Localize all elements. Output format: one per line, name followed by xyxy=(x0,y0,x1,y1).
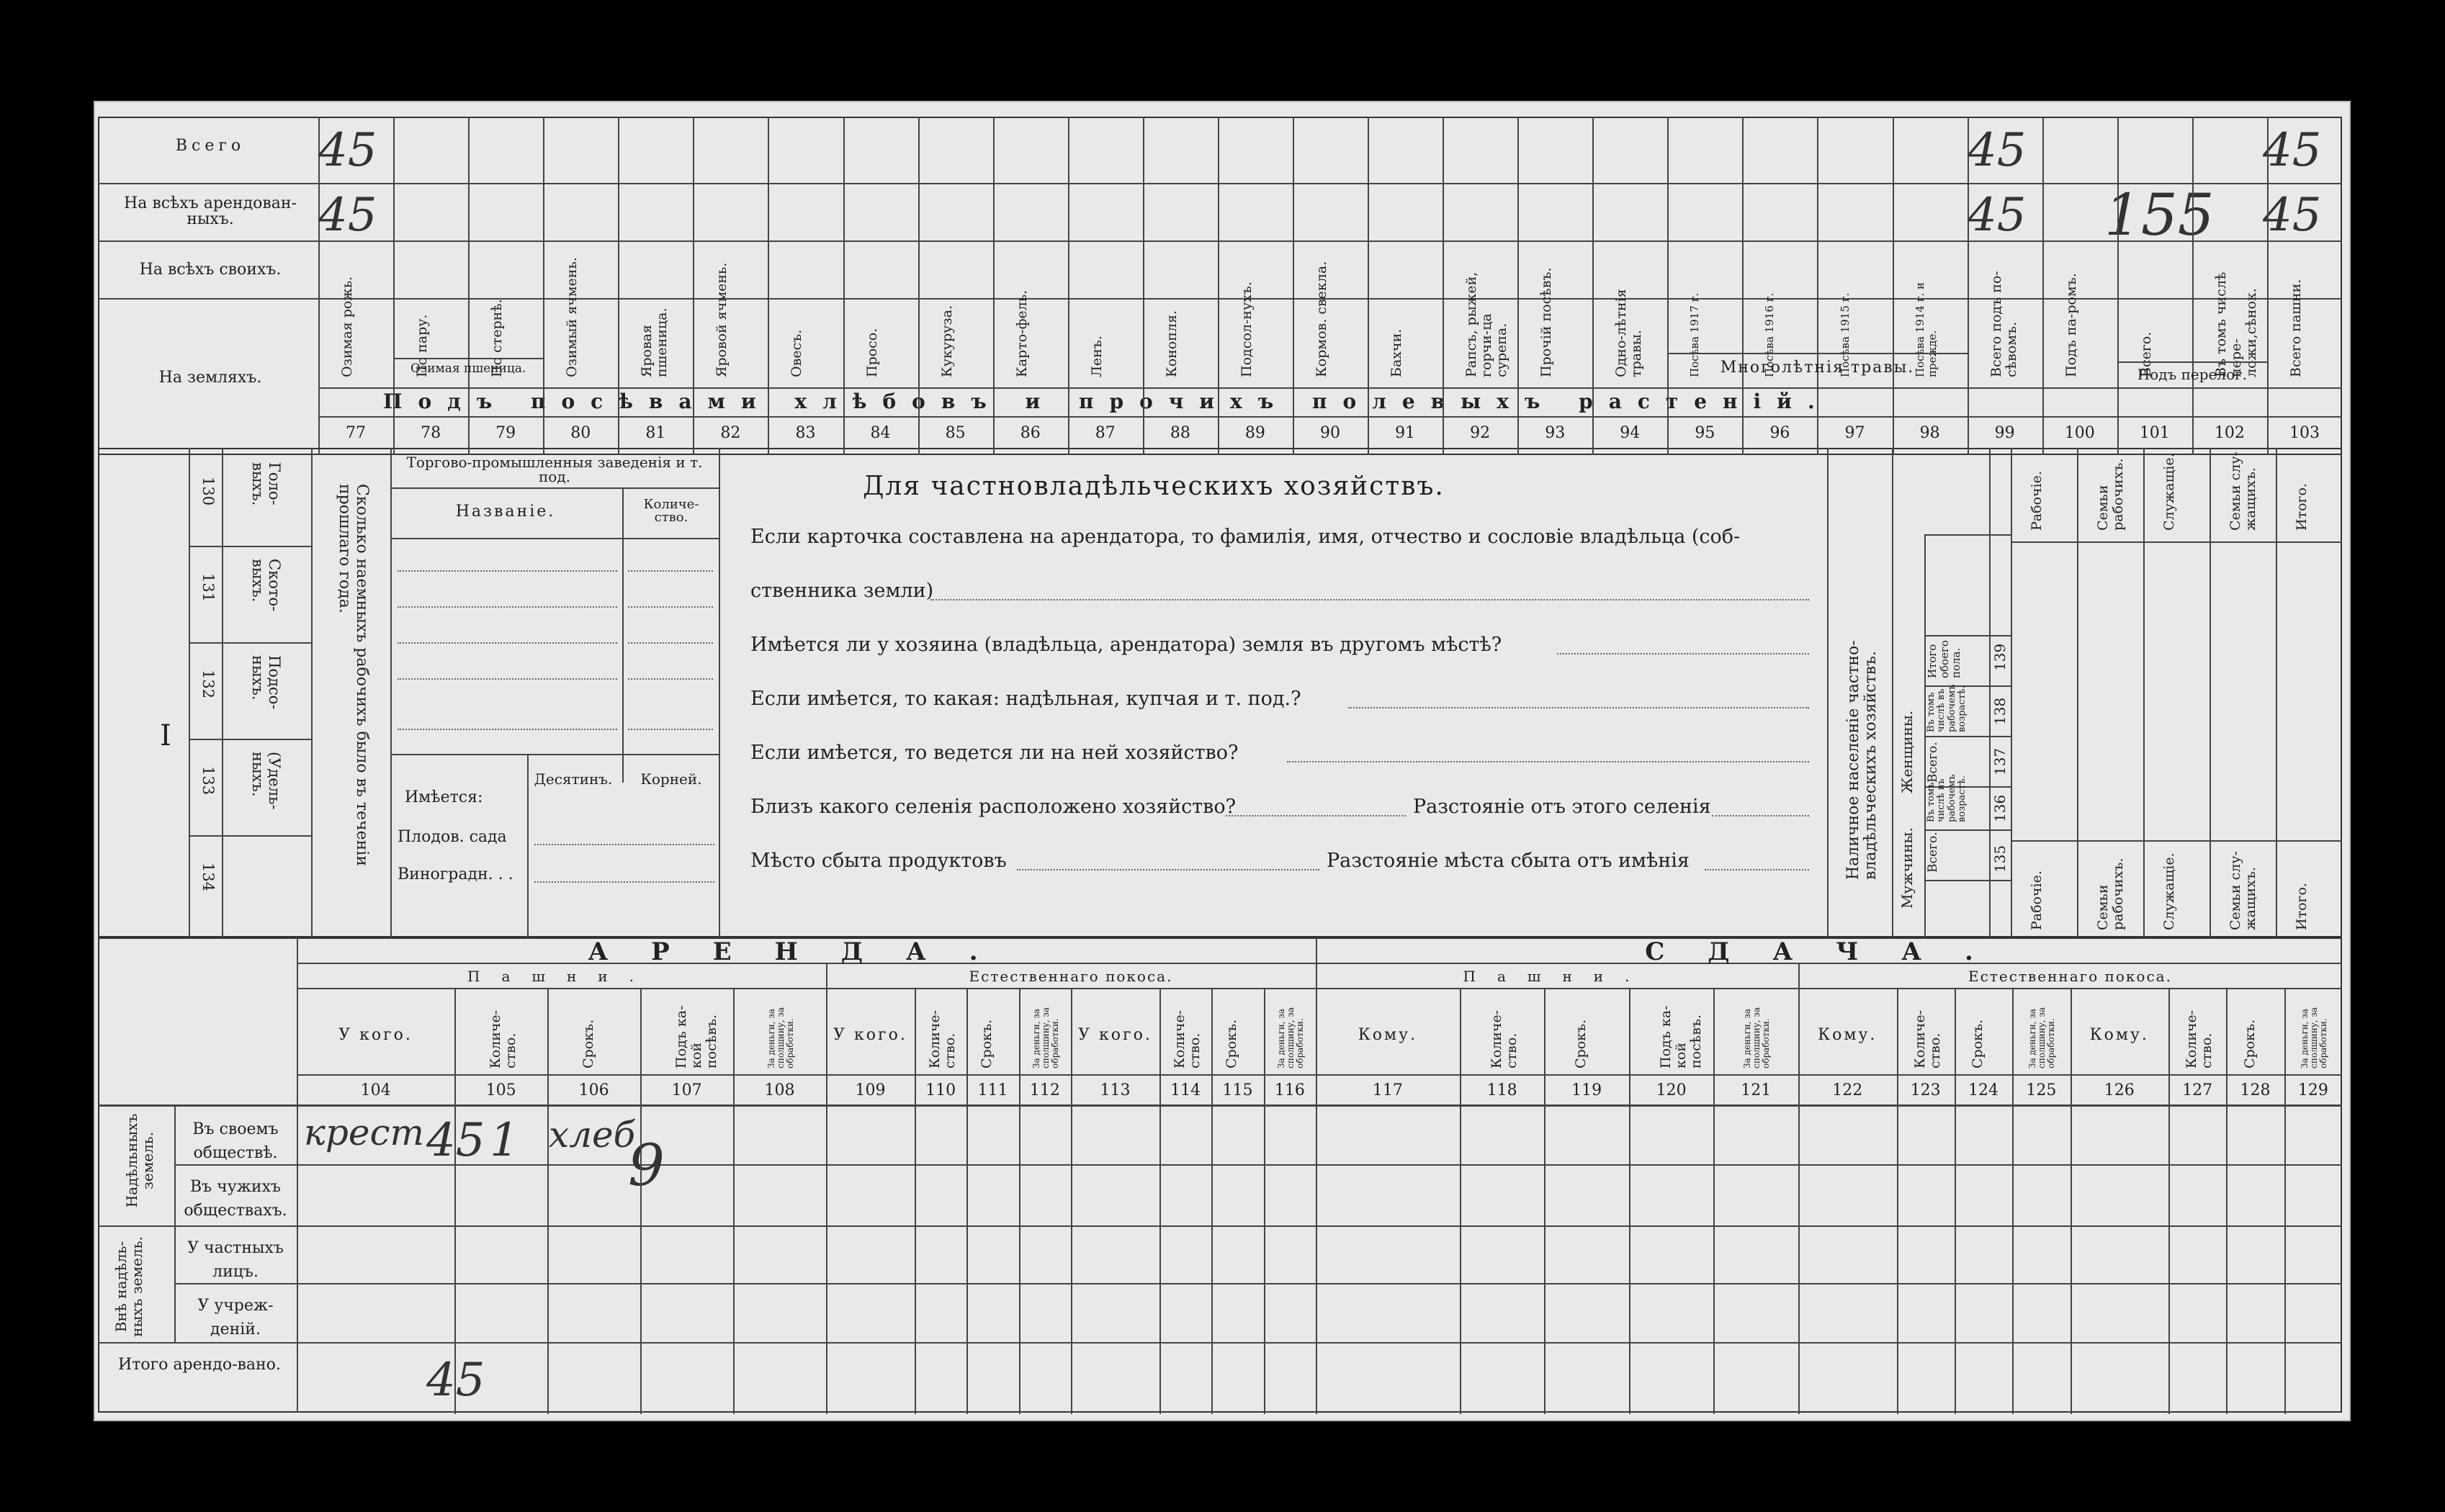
top-col-divider xyxy=(2117,117,2119,455)
top-col-divider xyxy=(693,117,694,455)
census-card xyxy=(94,101,2351,1421)
top-col-number: 82 xyxy=(720,424,741,442)
lease-col-header: Подъ ка-кой посѣвъ. xyxy=(1657,1005,1704,1068)
lease-col-header: Количе-ство. xyxy=(2184,1009,2215,1068)
has-label: Имѣется: xyxy=(405,788,483,806)
perelog-group-line xyxy=(2117,361,2267,363)
staff-col-footer: Служащiе. xyxy=(2161,852,2177,930)
row-label-total: Всего xyxy=(175,137,246,155)
top-col-header: Всего пашни. xyxy=(2287,279,2304,377)
handwritten-total-rented: 45 xyxy=(426,1354,485,1407)
staff-col-footer: Семьи слу-жащихъ. xyxy=(2228,851,2258,930)
lease-col-divider xyxy=(547,988,549,1414)
top-col-divider xyxy=(1592,117,1594,455)
lease-col-number: 110 xyxy=(925,1081,956,1099)
pop-divider xyxy=(1989,448,1991,937)
top-col-divider xyxy=(1443,117,1444,455)
top-col-header: Посѣва 1915 г. xyxy=(1838,292,1852,377)
top-col-header: Овесъ. xyxy=(789,329,805,377)
lease-col-header: За деньги, за сполшину, за обработки. xyxy=(2027,1007,2057,1068)
top-col-divider xyxy=(1667,117,1669,455)
lease-col-number: 113 xyxy=(1100,1081,1131,1099)
lease-table xyxy=(98,937,2342,1413)
question-market: Мѣсто сбыта продуктовъ xyxy=(750,850,1007,872)
livestock-number: 132 xyxy=(199,670,217,699)
top-col-number: 96 xyxy=(1769,424,1790,442)
lease-col-header: Количе-ство. xyxy=(1911,1009,1943,1068)
lease-col-divider xyxy=(1264,988,1265,1414)
top-col-divider xyxy=(993,117,995,455)
top-col-number: 81 xyxy=(645,424,666,442)
staff-col-divider xyxy=(2210,448,2211,937)
lease-col-divider xyxy=(1897,988,1898,1414)
staff-col-header: Рабочiе. xyxy=(2029,471,2045,531)
handwritten-lease-term: 1 xyxy=(490,1114,519,1167)
top-col-divider xyxy=(768,117,769,455)
pop-women-label: Женщины. xyxy=(1898,710,1916,793)
pop-vsego-men: Всего. xyxy=(1926,832,1940,873)
top-col-header: Посѣва 1916 г. xyxy=(1763,292,1777,377)
lease-col-divider xyxy=(1544,988,1545,1414)
top-col-header: Просо. xyxy=(863,328,880,377)
top-col-header: Яровая пшеница. xyxy=(639,307,670,377)
handwritten-total-pashni: 45 xyxy=(2263,124,2322,177)
top-col-header: Ленъ. xyxy=(1088,336,1105,377)
top-col-number: 98 xyxy=(1919,424,1940,442)
livestock-number: 133 xyxy=(199,766,217,796)
vne-nadel-label: Внѣ надѣль-ныхъ земель. xyxy=(112,1236,145,1337)
top-col-number: 77 xyxy=(346,424,367,442)
lease-col-header: Кому. xyxy=(1818,1026,1878,1044)
lease-col-divider xyxy=(1019,988,1020,1414)
livestock-number: 131 xyxy=(199,573,217,603)
lease-col-divider xyxy=(1071,988,1072,1414)
top-col-number: 102 xyxy=(2214,424,2245,442)
top-col-divider xyxy=(1893,117,1894,455)
lease-col-header: Срокъ. xyxy=(2241,1019,2258,1068)
lease-col-number: 112 xyxy=(1029,1081,1060,1099)
top-col-number: 87 xyxy=(1095,424,1116,442)
handwritten-lease-qty: 45 xyxy=(426,1114,485,1167)
lease-col-number: 116 xyxy=(1274,1081,1305,1099)
lease-col-number: 111 xyxy=(977,1081,1008,1099)
livestock-row-line xyxy=(189,642,311,644)
lease-col-divider xyxy=(1211,988,1213,1414)
top-col-number: 79 xyxy=(495,424,516,442)
top-col-header: Въ томъ числѣ пере-ложи,сѣнок. xyxy=(2212,271,2259,377)
arenda-title: АРЕНДА. xyxy=(588,937,1021,966)
lease-col-header: Срокъ. xyxy=(1970,1019,1986,1068)
roman-numeral: I xyxy=(160,719,171,752)
lease-subhead: Естественнаго покоса. xyxy=(969,968,1173,985)
top-col-header: Всего. xyxy=(2137,331,2154,377)
top-col-header: Посѣва 1917 г. xyxy=(1688,292,1702,377)
lease-group-divider xyxy=(1798,963,1800,1414)
top-col-number: 101 xyxy=(2139,424,2170,442)
grass-group-label: Многолѣтнiя травы. xyxy=(1720,359,1915,377)
lease-col-divider xyxy=(640,988,642,1414)
top-col-header: Бахчи. xyxy=(1389,328,1405,377)
top-col-divider xyxy=(918,117,920,455)
lease-subhead: Естественнаго покоса. xyxy=(1968,968,2172,985)
grass-group-line xyxy=(1667,353,1967,354)
korney-head: Корней. xyxy=(640,770,702,788)
staff-col-footer: Семьи рабочихъ. xyxy=(2095,858,2126,930)
lease-col-divider xyxy=(1460,988,1461,1414)
livestock-row-line xyxy=(189,835,311,837)
lease-col-header: За деньги, за сполшину, за обработки. xyxy=(1275,1007,1306,1068)
top-col-number: 95 xyxy=(1695,424,1715,442)
staff-col-header: Семьи рабочихъ. xyxy=(2095,458,2126,531)
pop-row-line xyxy=(1924,736,2011,737)
lease-col-divider xyxy=(2168,988,2170,1414)
question-owner: Если карточка составлена на арендатора, то фамилiя, имя, отчество и сословiе владѣльца (соб- xyxy=(750,526,1741,548)
lease-subhead-line xyxy=(1316,988,1798,989)
question-village-distance: Разстоянiе отъ этого селенiя xyxy=(1413,796,1711,818)
top-col-divider xyxy=(2042,117,2044,455)
staff-col-divider xyxy=(2276,448,2277,937)
trade-qty-head: Количе-ство. xyxy=(643,497,699,525)
top-col-divider xyxy=(1517,117,1519,455)
pop-total-both: Итого обоего пола. xyxy=(1926,640,1962,678)
handwritten-payment: 9 xyxy=(628,1132,665,1199)
lease-col-number: 128 xyxy=(2240,1081,2271,1099)
top-col-number: 86 xyxy=(1020,424,1041,442)
top-col-divider xyxy=(1817,117,1818,455)
top-col-header: Подсол-нухъ. xyxy=(1238,282,1255,377)
top-col-divider xyxy=(1293,117,1294,455)
top-col-number: 97 xyxy=(1844,424,1865,442)
handwritten-total: 45 xyxy=(318,124,377,177)
lease-col-number: 115 xyxy=(1222,1081,1253,1099)
lease-col-divider xyxy=(966,988,968,1414)
lease-col-header: У кого. xyxy=(1078,1026,1152,1044)
lease-col-number: 114 xyxy=(1170,1081,1201,1099)
top-col-header: Посѣва 1914 г. и прежде. xyxy=(1913,282,1939,377)
top-col-number: 93 xyxy=(1545,424,1566,442)
livestock-number: 130 xyxy=(199,477,217,506)
top-col-divider xyxy=(1368,117,1369,455)
lease-col-number: 127 xyxy=(2182,1081,2213,1099)
pop-number: 137 xyxy=(1991,747,2009,775)
row-total-rented: Итого арендо-вано. xyxy=(118,1356,281,1374)
staff-col-header: Служащiе. xyxy=(2161,453,2177,531)
handwritten-lessor: крест xyxy=(304,1112,424,1153)
trade-name-head: Названiе. xyxy=(455,503,556,521)
lease-col-number: 120 xyxy=(1656,1081,1687,1099)
lease-col-divider xyxy=(1159,988,1161,1414)
lease-col-divider xyxy=(915,988,916,1414)
pop-number: 138 xyxy=(1991,697,2009,725)
lease-col-header: Кому. xyxy=(2089,1026,2149,1044)
top-col-header: Одно-лѣтнiя травы. xyxy=(1613,289,1645,377)
top-col-number: 90 xyxy=(1320,424,1340,442)
pop-number: 136 xyxy=(1991,794,2009,822)
lease-col-header: Срокъ. xyxy=(1573,1019,1589,1068)
top-col-divider xyxy=(468,117,470,455)
top-col-divider xyxy=(393,117,395,455)
lease-col-number: 105 xyxy=(485,1081,516,1099)
lease-subhead: Пашни. xyxy=(1463,968,1651,985)
lease-col-header: Количе-ство. xyxy=(487,1009,519,1068)
row-private-persons: У частныхъ лицъ. xyxy=(187,1239,284,1281)
row-label-lands: На земляхъ. xyxy=(158,369,262,387)
staff-col-divider xyxy=(2077,448,2078,937)
top-col-number: 91 xyxy=(1395,424,1416,442)
lease-col-header: За деньги, за сполшину, за обработки. xyxy=(1742,1007,1772,1068)
pop-row-line xyxy=(1924,829,2011,831)
lease-col-header: За деньги, за сполшину, за обработки. xyxy=(1031,1007,1061,1068)
lease-col-header: Количе-ство. xyxy=(927,1009,959,1068)
staff-col-header: Семьи слу-жащихъ. xyxy=(2228,451,2258,531)
perelog-group-label: Подъ перелог. xyxy=(2137,366,2247,383)
lease-col-number: 123 xyxy=(1910,1081,1941,1099)
pop-row-line xyxy=(1924,880,2011,881)
question-farming: Если имѣется, то ведется ли на ней хозяйство? xyxy=(750,742,1239,764)
top-col-divider xyxy=(543,117,544,455)
orchard-label: Плодов. сада xyxy=(398,828,507,846)
top-col-divider xyxy=(1742,117,1744,455)
top-col-header: Прочiй посѣвъ. xyxy=(1538,267,1555,377)
top-col-number: 92 xyxy=(1470,424,1491,442)
top-col-header: Яровой ячмень. xyxy=(714,262,730,377)
lease-col-number: 107 xyxy=(671,1081,702,1099)
staff-col-header: Итого. xyxy=(2294,483,2310,531)
lease-col-number: 106 xyxy=(578,1081,609,1099)
top-col-divider xyxy=(2267,117,2269,455)
staff-col-footer: Рабочiе. xyxy=(2029,870,2045,930)
lease-col-divider xyxy=(2226,988,2228,1414)
sown-band-title: Подъ посѣвами хлѣбовъ и прочихъ полевыхъ растеній. xyxy=(383,390,1831,413)
private-farms-title: Для частновладѣльческихъ хозяйствъ. xyxy=(863,472,1445,501)
handwritten-rented-sown: 45 xyxy=(1968,189,2027,242)
top-col-header: Кукуруза. xyxy=(938,305,955,377)
top-col-number: 94 xyxy=(1620,424,1641,442)
lease-col-number: 126 xyxy=(2104,1081,2135,1099)
top-col-number: 100 xyxy=(2064,424,2095,442)
row-label-rented: На всѣхъ арендован-ныхъ. xyxy=(124,194,297,228)
lease-col-divider xyxy=(2071,988,2072,1414)
question-market-distance: Разстоянiе мѣста сбыта отъ имѣнiя xyxy=(1327,850,1690,872)
top-col-header: По пару. xyxy=(414,314,431,377)
handwritten-crop: хлеб xyxy=(549,1114,636,1156)
top-col-divider xyxy=(1068,117,1069,455)
top-col-number: 83 xyxy=(795,424,816,442)
desyatin-head: Десятинъ. xyxy=(534,770,613,788)
population-label: Наличное населенiе частно-владѣльческихъ хозяйствъ. xyxy=(1844,640,1880,880)
pop-vsego-women: Всего. xyxy=(1926,742,1940,783)
lease-col-number: 125 xyxy=(2026,1081,2057,1099)
lease-col-number: 124 xyxy=(1968,1081,1999,1099)
staff-col-footer: Итого. xyxy=(2294,883,2310,930)
lease-col-number: 109 xyxy=(855,1081,886,1099)
livestock-col-label: (Удель-ныхъ. xyxy=(248,752,283,810)
top-col-number: 103 xyxy=(2289,424,2320,442)
lease-subhead-line xyxy=(297,988,826,989)
lease-col-header: Количе-ство. xyxy=(1172,1009,1203,1068)
handwritten-rented: 45 xyxy=(318,189,377,242)
top-col-number: 84 xyxy=(870,424,891,442)
row-own-society: Въ своемъ обществѣ. xyxy=(192,1120,279,1162)
top-col-header: Кормов. свекла. xyxy=(1314,261,1329,377)
lease-col-header: Срокъ. xyxy=(979,1019,995,1068)
top-col-header: Карто-фель. xyxy=(1013,289,1030,377)
question-other-land: Имѣется ли у хозяина (владѣльца, арендатора) земля въ другомъ мѣстѣ? xyxy=(750,634,1502,656)
pop-men-label: Мужчины. xyxy=(1898,827,1916,909)
lease-col-number: 117 xyxy=(1372,1081,1403,1099)
top-col-number: 88 xyxy=(1170,424,1190,442)
lease-col-divider xyxy=(1629,988,1630,1414)
lease-group-divider xyxy=(826,963,827,1414)
lease-col-header: За деньги, за сполшину, за обработки. xyxy=(2299,1007,2329,1068)
handwritten-perelog: 155 xyxy=(2104,181,2215,248)
lease-col-number: 118 xyxy=(1486,1081,1517,1099)
top-col-number: 99 xyxy=(1994,424,2015,442)
pop-number: 135 xyxy=(1991,845,2009,873)
lease-col-header: Срокъ. xyxy=(1224,1019,1240,1068)
pop-row-line xyxy=(1924,534,2011,536)
handwritten-total-sown: 45 xyxy=(1968,124,2027,177)
lease-col-divider xyxy=(454,988,456,1414)
lease-col-divider xyxy=(1713,988,1715,1414)
pop-working-men: Въ томъ числѣ въ рабочемъ возрастѣ. xyxy=(1926,774,1968,822)
lease-col-number: 119 xyxy=(1571,1081,1602,1099)
top-col-divider xyxy=(1218,117,1219,455)
question-owner-cont: ственника земли) xyxy=(750,580,934,602)
lease-col-number: 122 xyxy=(1832,1081,1863,1099)
top-col-header: Озимый ячмень. xyxy=(564,257,580,377)
livestock-col-label: Голо-выхъ. xyxy=(248,462,283,506)
row-institutions: У учреж-денiй. xyxy=(197,1297,274,1338)
top-col-number: 78 xyxy=(421,424,441,442)
livestock-row-line xyxy=(189,739,311,740)
lease-col-divider xyxy=(733,988,735,1414)
lease-col-header: У кого. xyxy=(833,1026,907,1044)
top-col-header: По стернѣ. xyxy=(489,299,506,377)
hired-workers-label: Сколько наемныхъ рабочихъ было въ теченiи прошлаго года. xyxy=(335,484,371,867)
lease-col-header: Срокъ. xyxy=(580,1019,596,1068)
wheat-group-line xyxy=(393,358,543,359)
question-land-type: Если имѣется, то какая: надѣльная, купчая и т. под.? xyxy=(750,688,1301,710)
lease-col-header: За деньги, за сполшину, за обработки. xyxy=(766,1007,795,1068)
top-col-number: 85 xyxy=(945,424,966,442)
top-col-divider xyxy=(618,117,619,455)
top-col-header: Озимая рожь. xyxy=(339,276,356,377)
row-other-society: Въ чужихъ обществахъ. xyxy=(184,1178,287,1220)
top-col-header: Всего подъ по-сѣвомъ. xyxy=(1988,271,2019,377)
livestock-row-line xyxy=(189,546,311,547)
lease-col-header: Количе-ство. xyxy=(1488,1009,1520,1068)
top-col-header: Конопля. xyxy=(1163,310,1180,377)
pop-number: 139 xyxy=(1991,643,2009,671)
lease-group-divider xyxy=(1316,963,1317,1414)
top-col-divider xyxy=(843,117,845,455)
top-col-number: 89 xyxy=(1244,424,1265,442)
lease-col-divider xyxy=(1955,988,1956,1414)
lease-col-number: 129 xyxy=(2297,1081,2328,1099)
lease-col-header: У кого. xyxy=(338,1026,413,1044)
wheat-group-label: Озимая пшеница. xyxy=(410,361,526,376)
top-col-header: Рапсъ, рыжей, горчи-ца сурепа. xyxy=(1463,271,1509,377)
handwritten-rented-pashni: 45 xyxy=(2263,189,2322,242)
top-col-divider xyxy=(1968,117,1969,455)
staff-col-divider xyxy=(2143,448,2145,937)
lease-subhead: Пашни. xyxy=(467,968,655,985)
sdacha-title: СДАЧА. xyxy=(1645,937,2016,966)
lease-col-header: Кому. xyxy=(1358,1026,1418,1044)
lease-col-number: 121 xyxy=(1741,1081,1772,1099)
nadel-label: Надѣльныхъ земель. xyxy=(123,1113,156,1208)
lease-col-divider xyxy=(2284,988,2286,1414)
pop-working-women: Въ томъ числѣ въ рабочемъ возрастѣ. xyxy=(1926,684,1968,732)
question-village: Близъ какого селенiя расположено хозяйство? xyxy=(750,796,1237,818)
lease-col-number: 104 xyxy=(360,1081,391,1099)
top-col-number: 80 xyxy=(570,424,591,442)
livestock-col-label: Ското-выхъ. xyxy=(248,559,283,612)
livestock-number: 134 xyxy=(199,863,217,892)
top-col-header: Подъ па-ромъ. xyxy=(2063,273,2079,377)
row-label-own: На всѣхъ своихъ. xyxy=(139,261,282,279)
vineyard-label: Виноградн. . . xyxy=(398,865,513,883)
lease-col-header: Подъ ка-кой посѣвъ. xyxy=(673,1005,719,1068)
trade-title: Торгово-промышленныя заведенiя и т. под. xyxy=(406,454,703,485)
lease-col-number: 108 xyxy=(764,1081,795,1099)
top-col-divider xyxy=(1143,117,1144,455)
lease-col-divider xyxy=(2012,988,2014,1414)
top-col-divider xyxy=(2192,117,2194,455)
livestock-col-label: Подсо-ныхъ. xyxy=(248,655,283,710)
